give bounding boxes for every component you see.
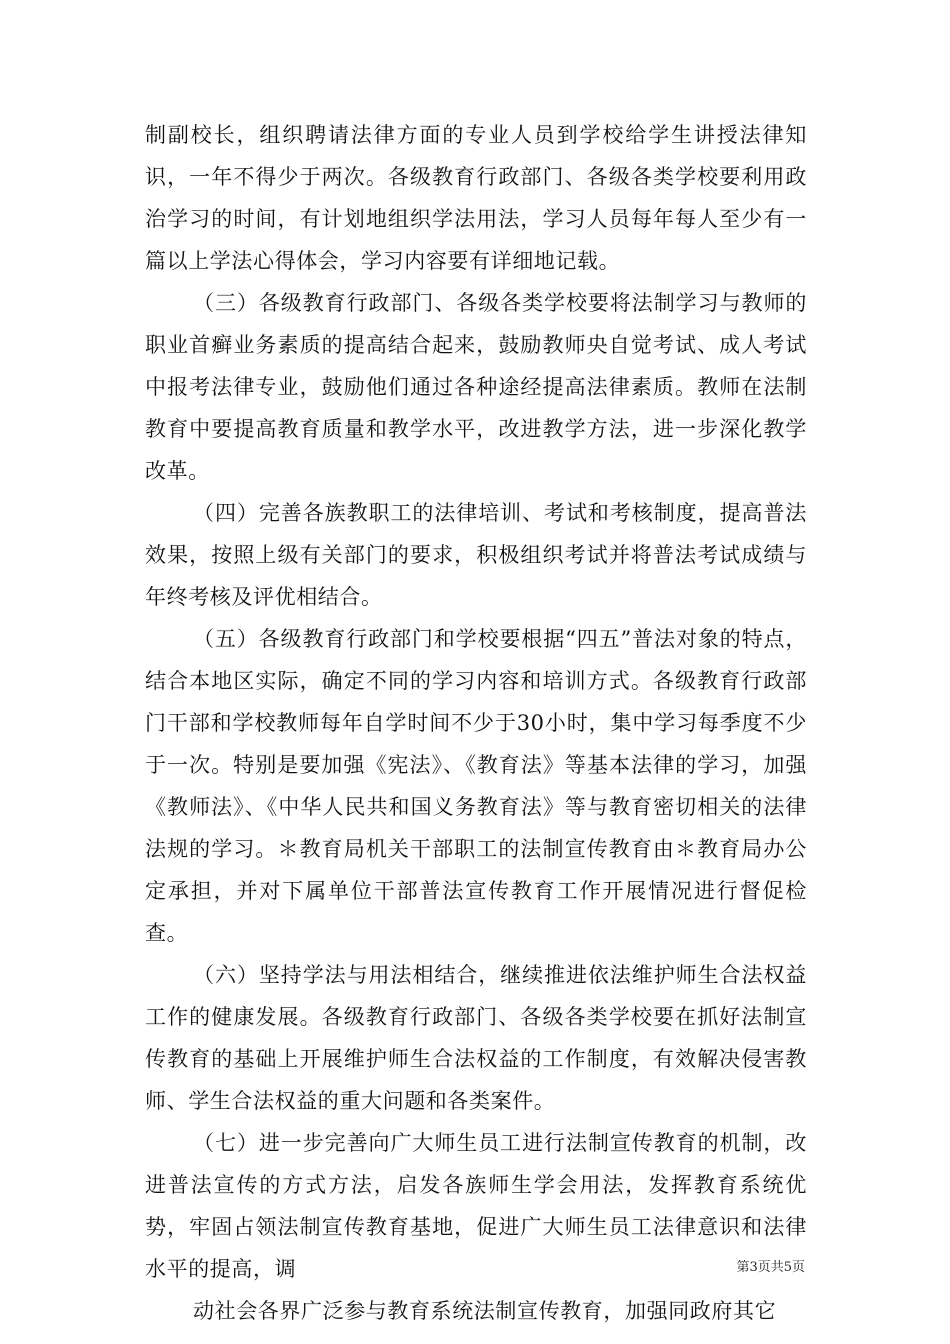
paragraph-5: （六）坚持学法与用法相结合，继续推进依法维护师生合法权益工作的健康发展。各级教育行政部门、各级各类学校要在抓好法制宣传教育的基础上开展维护师生合法权益的工作制度，有效解决侵害教师、学生合法权益的重大问题和各类案件。 xyxy=(145,963,807,1113)
paragraph-2: （三）各级教育行政部门、各级各类学校要将法制学习与教师的职业首癣业务素质的提高结合起来，鼓励教师央自觉考试、成人考试中报考法律专业，鼓励他们通过各种途经提高法律素质。教师在法制教育中要提高教育质量和教学水平，改进教学方法，进一步深化教学改革。 xyxy=(145,291,807,483)
page-number-footer: 第3页共5页 xyxy=(736,1260,805,1275)
paragraph-1: 制副校长，组织聘请法律方面的专业人员到学校给学生讲授法律知识，一年不得少于两次。各级教育行政部门、各级各类学校要利用政治学习的时间，有计划地组织学法用法，学习人员每年每人至少有一篇以上学法心得体会，学习内容要有详细地记载。 xyxy=(145,123,807,273)
paragraph-3: （四）完善各族教职工的法律培训、考试和考核制度，提高普法效果，按照上级有关部门的要求，积极组织考试并将普法考试成绩与年终考核及评优相结合。 xyxy=(145,501,807,609)
paragraph-7: 动社会各界广泛参与教育系统法制宣传教育，加强同政府其它 xyxy=(193,1299,777,1323)
paragraph-6: （七）进一步完善向广大师生员工进行法制宣传教育的机制，改进普法宣传的方式方法，启发各族师生学会用法，发挥教育系统优势，牢固占领法制宣传教育基地，促进广大师生员工法律意识和法律水平的提高，调 xyxy=(145,1131,807,1281)
paragraph-4: （五）各级教育行政部门和学校要根据“四五”普法对象的特点，结合本地区实际，确定不同的学习内容和培训方式。各级教育行政部门干部和学校教师每年自学时间不少于30小时，集中学习每季度不少于一次。特别是要加强《宪法》、《教育法》等基本法律的学习，加强《教师法》、《中华人民共和国义务教育法》等与教育密切相关的法律法规的学习。＊教育局机关干部职工的法制宣传教育由＊教育局办公定承担，并对下属单位干部普法宣传教育工作开展情况进行督促检查。 xyxy=(145,627,807,945)
document-body xyxy=(145,114,807,1332)
